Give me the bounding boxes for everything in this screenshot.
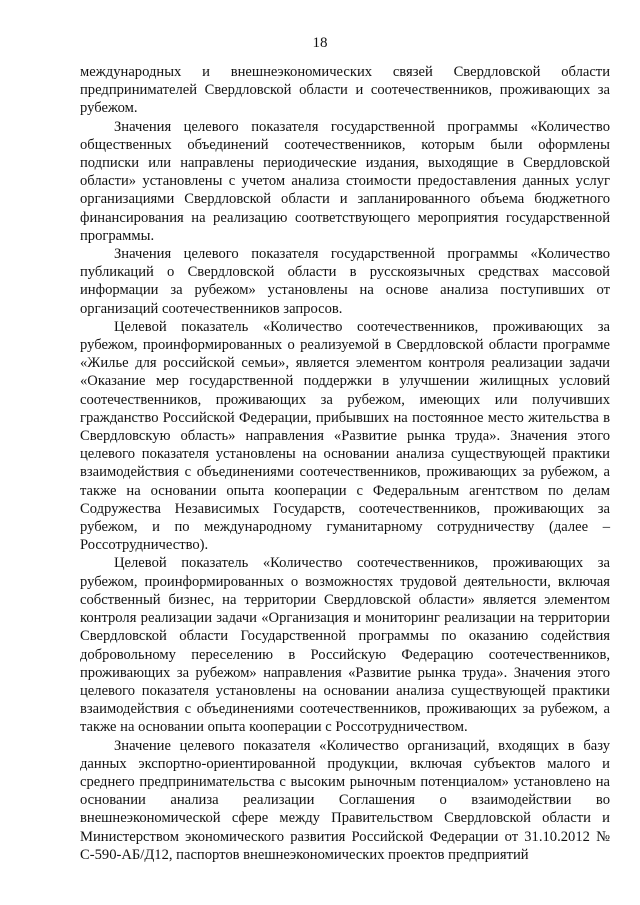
paragraph-publications-subscriptions: Значения целевого показателя государственной программы «Количество общественных объединений соотечественников, которым были оформлены подписки или направлены периодические издания, выходящие в Свердловской области» установлены с учетом анализа стоимости предоставления данных услуг организациями Свердловской области и запланированного объема бюджетного финансирования на реализацию соответствующего мероприятия государственной программы.: [80, 118, 610, 244]
paragraph-media-publications: Значения целевого показателя государственной программы «Количество публикаций о Свердловской области в русскоязычных средствах массовой информации за рубежом» установлены на основе анализа поступивших от организаций соотечественников запросов.: [80, 246, 610, 317]
paragraph-continuation: международных и внешнеэкономических связей Свердловской области предпринимателей Свердловской области и соотечественников, проживающих за рубежом.: [80, 64, 610, 117]
paragraph-labor-opportunities: Целевой показатель «Количество соотечественников, проживающих за рубежом, проинформированных о возможностях трудовой деятельности, включая собственный бизнес, на территории Свердловской области» является элементом контроля реализации задачи «Организация и мониторинг реализации на территории Свердловской области Государственной программы по оказанию содействия добровольному переселению в Российскую Федерацию соотечественников, проживающих за рубежом» направления «Развитие рынка труда». Значения этого целевого показателя установлены на основании анализа существующей практики взаимодействия с объединениями соотечественников, проживающих за рубежом, а также на основании опыта кооперации с Россотрудничеством.: [80, 555, 610, 736]
page-number: 18: [312, 35, 328, 51]
body-text: [80, 63, 610, 864]
paragraph-housing-program: Целевой показатель «Количество соотечественников, проживающих за рубежом, проинформированных о реализуемой в Свердловской области программе «Жилье для российской семьи», является элементом контроля реализации задачи «Оказание мер государственной поддержки в улучшении жилищных условий соотечественников, проживающих за рубежом, имеющих или получивших гражданство Российской Федерации, прибывших на постоянное место жительства в Свердловскую область» направления «Развитие рынка труда». Значения этого целевого показателя установлены на основании анализа существующей практики взаимодействия с объединениями соотечественников, проживающих за рубежом, а также на основании опыта кооперации с Федеральным агентством по делам Содружества Независимых Государств, соотечественников, проживающих за рубежом, и по международному гуманитарному сотрудничеству (далее – Россотрудничество).: [80, 318, 610, 554]
paragraph-export-database: Значение целевого показателя «Количество организаций, входящих в базу данных экспортно-ориентированной продукции, включая субъектов малого и среднего предпринимательства с высоким рыночным потенциалом» установлено на основании анализа реализации Соглашения о взаимодействии во внешнеэкономической сфере между Правительством Свердловской области и Министерством экономического развития Российской Федерации от 31.10.2012 № С-590-АБ/Д12, паспортов внешнеэкономических проектов предприятий: [80, 737, 610, 863]
